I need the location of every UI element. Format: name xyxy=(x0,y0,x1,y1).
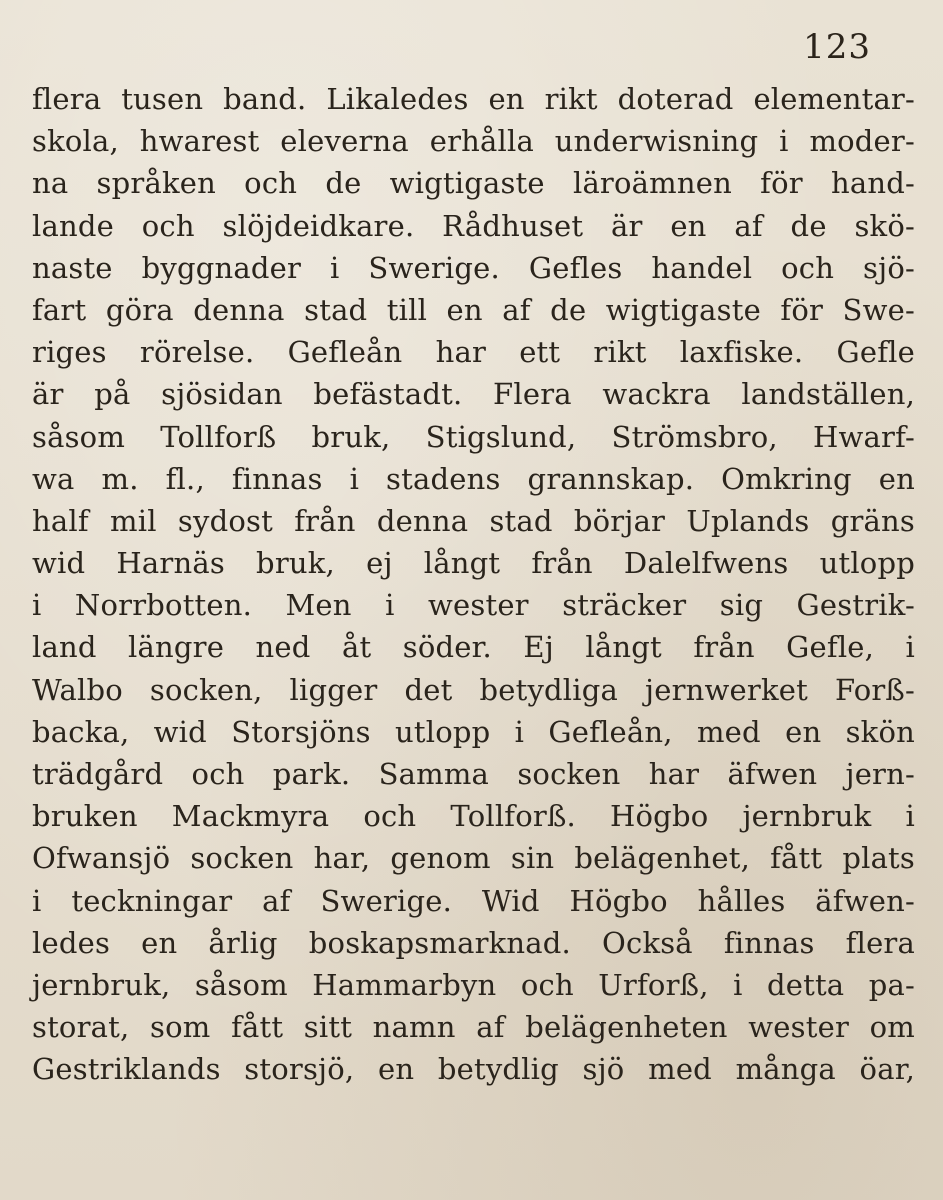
text-line: bruken Mackmyra och Tollforß. Högbo jernbruk i xyxy=(32,799,915,834)
text-line: trädgård och park. Samma socken har äfwen jern- xyxy=(32,757,915,791)
text-line: naste byggnader i Swerige. Gefles handel och sjö- xyxy=(32,250,915,285)
text-line: skola, hwarest eleverna erhålla underwisning i moder- xyxy=(32,124,915,159)
text-line: wid Harnäs bruk, ej långt från Dalelfwens utlopp xyxy=(32,546,915,581)
text-line: såsom Tollforß bruk, Stigslund, Strömsbro, Hwarf- xyxy=(32,419,915,454)
text-line: jernbruk, såsom Hammarbyn och Urforß, i detta pa- xyxy=(32,967,915,1002)
text-line: storat, som fått sitt namn af belägenheten wester om xyxy=(32,1010,915,1045)
text-line: lande och slöjdeidkare. Rådhuset är en af de skö- xyxy=(32,208,915,243)
text-line: backa, wid Storsjöns utlopp i Gefleån, med en skön xyxy=(32,714,915,749)
text-line: flera tusen band. Likaledes en rikt doterad elementar- xyxy=(32,82,915,116)
text-line: riges rörelse. Gefleån har ett rikt laxfiske. Gefle xyxy=(32,335,915,370)
text-line: na språken och de wigtigaste läroämnen för hand- xyxy=(32,166,915,201)
text-line: Walbo socken, ligger det betydliga jernwerket Forß- xyxy=(32,672,915,707)
text-line: wa m. fl., finnas i stadens grannskap. Omkring en xyxy=(32,461,915,496)
text-line: Gestriklands storsjö, en betydlig sjö med många öar, xyxy=(32,1052,915,1087)
text-line: i teckningar af Swerige. Wid Högbo hålles äfwen- xyxy=(32,883,915,918)
page-number: 123 xyxy=(803,27,871,67)
text-line: ledes en årlig boskapsmarknad. Också finnas flera xyxy=(32,925,915,960)
body-text xyxy=(32,78,915,1091)
text-line: land längre ned åt söder. Ej långt från Gefle, i xyxy=(32,630,915,665)
text-line: i Norrbotten. Men i wester sträcker sig Gestrik- xyxy=(32,588,915,623)
text-line: är på sjösidan befästadt. Flera wackra landställen, xyxy=(32,377,915,412)
text-line: Ofwansjö socken har, genom sin belägenhet, fått plats xyxy=(32,841,915,876)
text-line: fart göra denna stad till en af de wigtigaste för Swe- xyxy=(32,292,915,327)
text-line: half mil sydost från denna stad börjar Uplands gräns xyxy=(32,503,915,538)
